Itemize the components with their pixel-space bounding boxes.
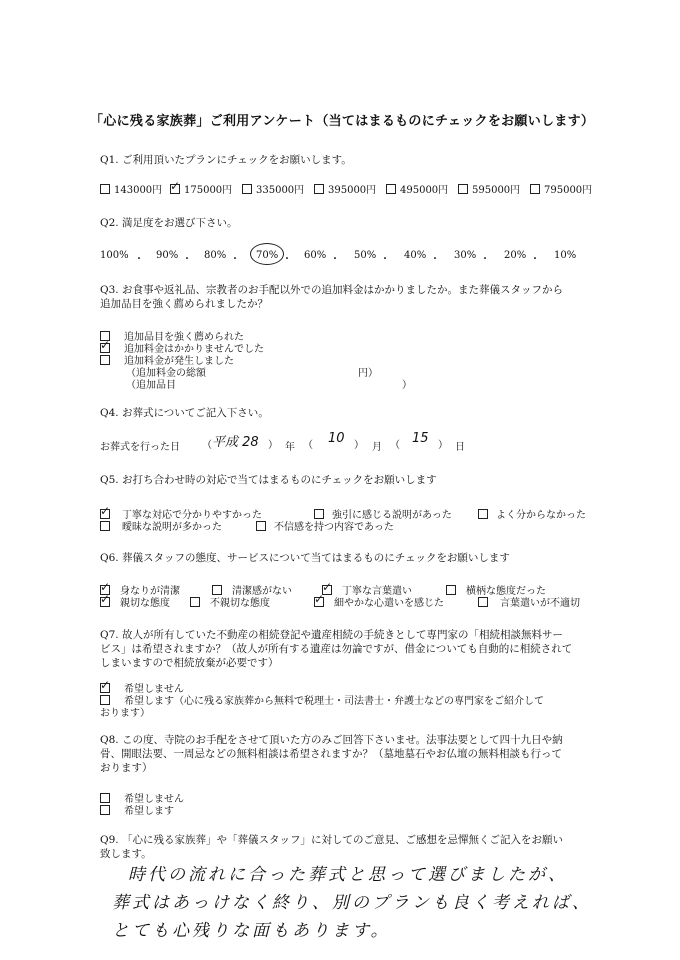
checkbox[interactable] [530,184,540,194]
q5-question: Q5. お打ち合わせ時の対応で当てはまるものにチェックをお願いします [100,474,437,486]
q1-option-1[interactable] [100,181,170,196]
q1-option-label: 175000円 [184,185,233,196]
q9-answer-line3[interactable]: とても心残りな面もあります。 [112,921,391,941]
q6-option-label: 言葉遣いが不適切 [500,598,580,609]
q9-answer-line2[interactable]: 葬式はあっけなく終り、別のプランも良く考えれば、 [112,893,592,913]
checkbox[interactable] [386,184,396,194]
q6-option-label: 細やかな心遣いを感じた [334,598,444,609]
q6-option-label: 親切な態度 [120,598,170,609]
separator: ・ [530,254,540,265]
checkbox[interactable] [212,585,222,595]
q5-option-label: 強引に感じる説明があった [332,510,452,521]
checkbox[interactable] [458,184,468,194]
q5-option-label: よく分からなかった [496,510,586,521]
paren-close: ） [438,440,448,451]
checkbox-checked[interactable] [100,597,110,607]
paren-open: （ [202,440,212,451]
q9-question-line1: Q9. 「心に残る家族葬」や「葬儀スタッフ」に対してのご意見、ご感想を忌憚無くご記入をお願い [100,834,563,846]
q8-option-label: 希望します [124,806,174,817]
paren-open: （ [303,440,313,451]
checkbox-checked[interactable] [100,683,110,693]
checkbox-checked[interactable] [100,343,110,353]
q6-option-label: 丁寧な言葉遣い [342,586,412,597]
scale-50[interactable]: 50% [354,250,377,261]
q2-question: Q2. 満足度をお選び下さい。 [100,217,238,229]
year-label: 年 [285,442,295,453]
q7-option-label: 希望します（心に残る家族葬から無料で税理士・司法書士・弁護士などの専門家をご紹介して [124,696,544,707]
q5-option-label: 丁寧な対応で分かりやすかった [122,510,262,521]
checkbox[interactable] [446,585,456,595]
q1-option-6[interactable] [458,181,530,196]
q7-option-2-cont: おります） [100,708,150,719]
q1-option-label: 795000円 [544,185,593,196]
q3-detail-total: （追加料金の総額 [126,368,206,379]
checkbox-checked[interactable] [170,184,180,194]
q5-option-label: 不信感を持つ内容であった [274,522,394,533]
checkbox[interactable] [256,521,266,531]
q3-detail-items: （追加品目 [126,380,176,391]
checkbox[interactable] [478,597,488,607]
q6-option-6[interactable] [190,594,270,609]
q3-option-label: 追加料金はかかりませんでした [124,344,264,355]
checkbox[interactable] [478,509,488,519]
separator: ・ [330,254,340,265]
scale-20[interactable]: 20% [504,250,527,261]
q1-option-2[interactable] [170,181,242,196]
q5-option-label: 曖昧な説明が多かった [122,522,222,533]
q1-options [100,181,592,196]
q7-question-line2: ビス」は希望されますか？（故人が所有する遺産は勿論ですが、借金についても自動的に相続されて [100,643,573,655]
q6-question: Q6. 葬儀スタッフの態度、サービスについて当てはまるものにチェックをお願いします [100,552,510,564]
q7-option-label: 希望しません [124,684,184,695]
month-value[interactable]: 10 [328,431,345,446]
q3-option-label: 追加品目を強く薦められた [124,332,244,343]
q7-option-2[interactable] [100,692,544,707]
month-label: 月 [372,442,382,453]
q5-option-5[interactable] [256,518,394,533]
checkbox[interactable] [314,509,324,519]
checkbox[interactable] [100,793,110,803]
paren-close: ） [268,440,278,451]
q6-option-8[interactable] [478,594,580,609]
q8-option-2[interactable] [100,802,174,817]
era-year-value[interactable]: 平成 28 [212,435,259,450]
separator: ・ [282,254,292,265]
page-title: 「心に残る家族葬」ご利用アンケート（当てはまるものにチェックをお願いします） [90,114,595,129]
q3-question-line1: Q3. お食事や返礼品、宗教者のお手配以外での追加料金はかかりましたか。また葬儀スタッフから [100,284,563,296]
separator: ・ [182,254,192,265]
checkbox-checked[interactable] [314,597,324,607]
q1-option-4[interactable] [314,181,386,196]
q1-option-label: 143000円 [114,185,163,196]
day-label: 日 [455,442,465,453]
separator: ・ [380,254,390,265]
q1-option-label: 335000円 [256,185,305,196]
q1-option-label: 595000円 [472,185,521,196]
scale-30[interactable]: 30% [454,250,477,261]
q6-option-label: 不親切な態度 [210,598,270,609]
checkbox[interactable] [100,805,110,815]
q1-option-5[interactable] [386,181,458,196]
q5-option-3[interactable] [478,506,586,521]
separator: ・ [230,254,240,265]
scale-60[interactable]: 60% [304,250,327,261]
day-value[interactable]: 15 [412,431,429,446]
q7-question-line3: しまいますので相続放棄が必要です） [100,657,279,669]
q1-option-label: 495000円 [400,185,449,196]
q9-answer-line1[interactable]: 時代の流れに合った葬式と思って選びましたが、 [128,865,568,885]
q4-question: Q4. お葬式についてご記入下さい。 [100,407,269,419]
q5-option-4[interactable] [100,518,222,533]
paren-close: ） [354,440,364,451]
q8-question-line2: 骨、開眼法要、一周忌などの無料相談は希望されますか？（墓地墓石やお仏壇の無料相談も行って [100,748,562,760]
q1-option-7[interactable] [530,181,592,196]
scale-80[interactable]: 80% [204,250,227,261]
checkbox[interactable] [314,184,324,194]
checkbox-checked[interactable] [100,509,110,519]
checkbox[interactable] [190,597,200,607]
q8-question-line1: Q8. この度、寺院のお手配をさせて頂いた方のみご回答下さいませ。法事法要として四十九日や納 [100,734,563,746]
q3-detail-total-end: 円） [358,368,378,379]
q3-option-label: 追加料金が発生しました [124,356,234,367]
scale-90[interactable]: 90% [156,250,179,261]
q8-option-label: 希望しません [124,794,184,805]
q8-question-line3: おります） [100,762,153,774]
q6-option-7[interactable] [314,594,444,609]
checkbox[interactable] [100,355,110,365]
checkbox[interactable] [100,184,110,194]
q1-question: Q1. ご利用頂いたプランにチェックをお願いします。 [100,154,352,166]
scale-10[interactable]: 10% [554,250,577,261]
q6-option-5[interactable] [100,594,170,609]
q6-option-label: 身なりが清潔 [120,586,180,597]
checkbox[interactable] [242,184,252,194]
checkbox[interactable] [100,695,110,705]
selection-circle [250,243,284,265]
separator: ・ [134,254,144,265]
scale-40[interactable]: 40% [404,250,427,261]
q3-question-line2: 追加品目を強く薦められましたか？ [100,298,268,310]
q7-question-line1: Q7. 故人が所有していた不動産の相続登記や遺産相続の手続きとして専門家の「相続相談無料サー [100,629,563,641]
q9-question-line2: 致します。 [100,848,152,860]
q4-date-label: お葬式を行った日 [100,442,180,453]
paren-open: （ [390,440,400,451]
q1-option-3[interactable] [242,181,314,196]
q3-detail-items-end: ） [402,380,412,391]
scale-70[interactable]: 70% [256,250,279,261]
separator: ・ [430,254,440,265]
q6-option-label: 横柄な態度だった [466,586,546,597]
separator: ・ [480,254,490,265]
checkbox[interactable] [100,521,110,531]
q6-option-label: 清潔感がない [232,586,292,597]
q1-option-label: 395000円 [328,185,377,196]
scale-100[interactable]: 100% [100,250,129,261]
